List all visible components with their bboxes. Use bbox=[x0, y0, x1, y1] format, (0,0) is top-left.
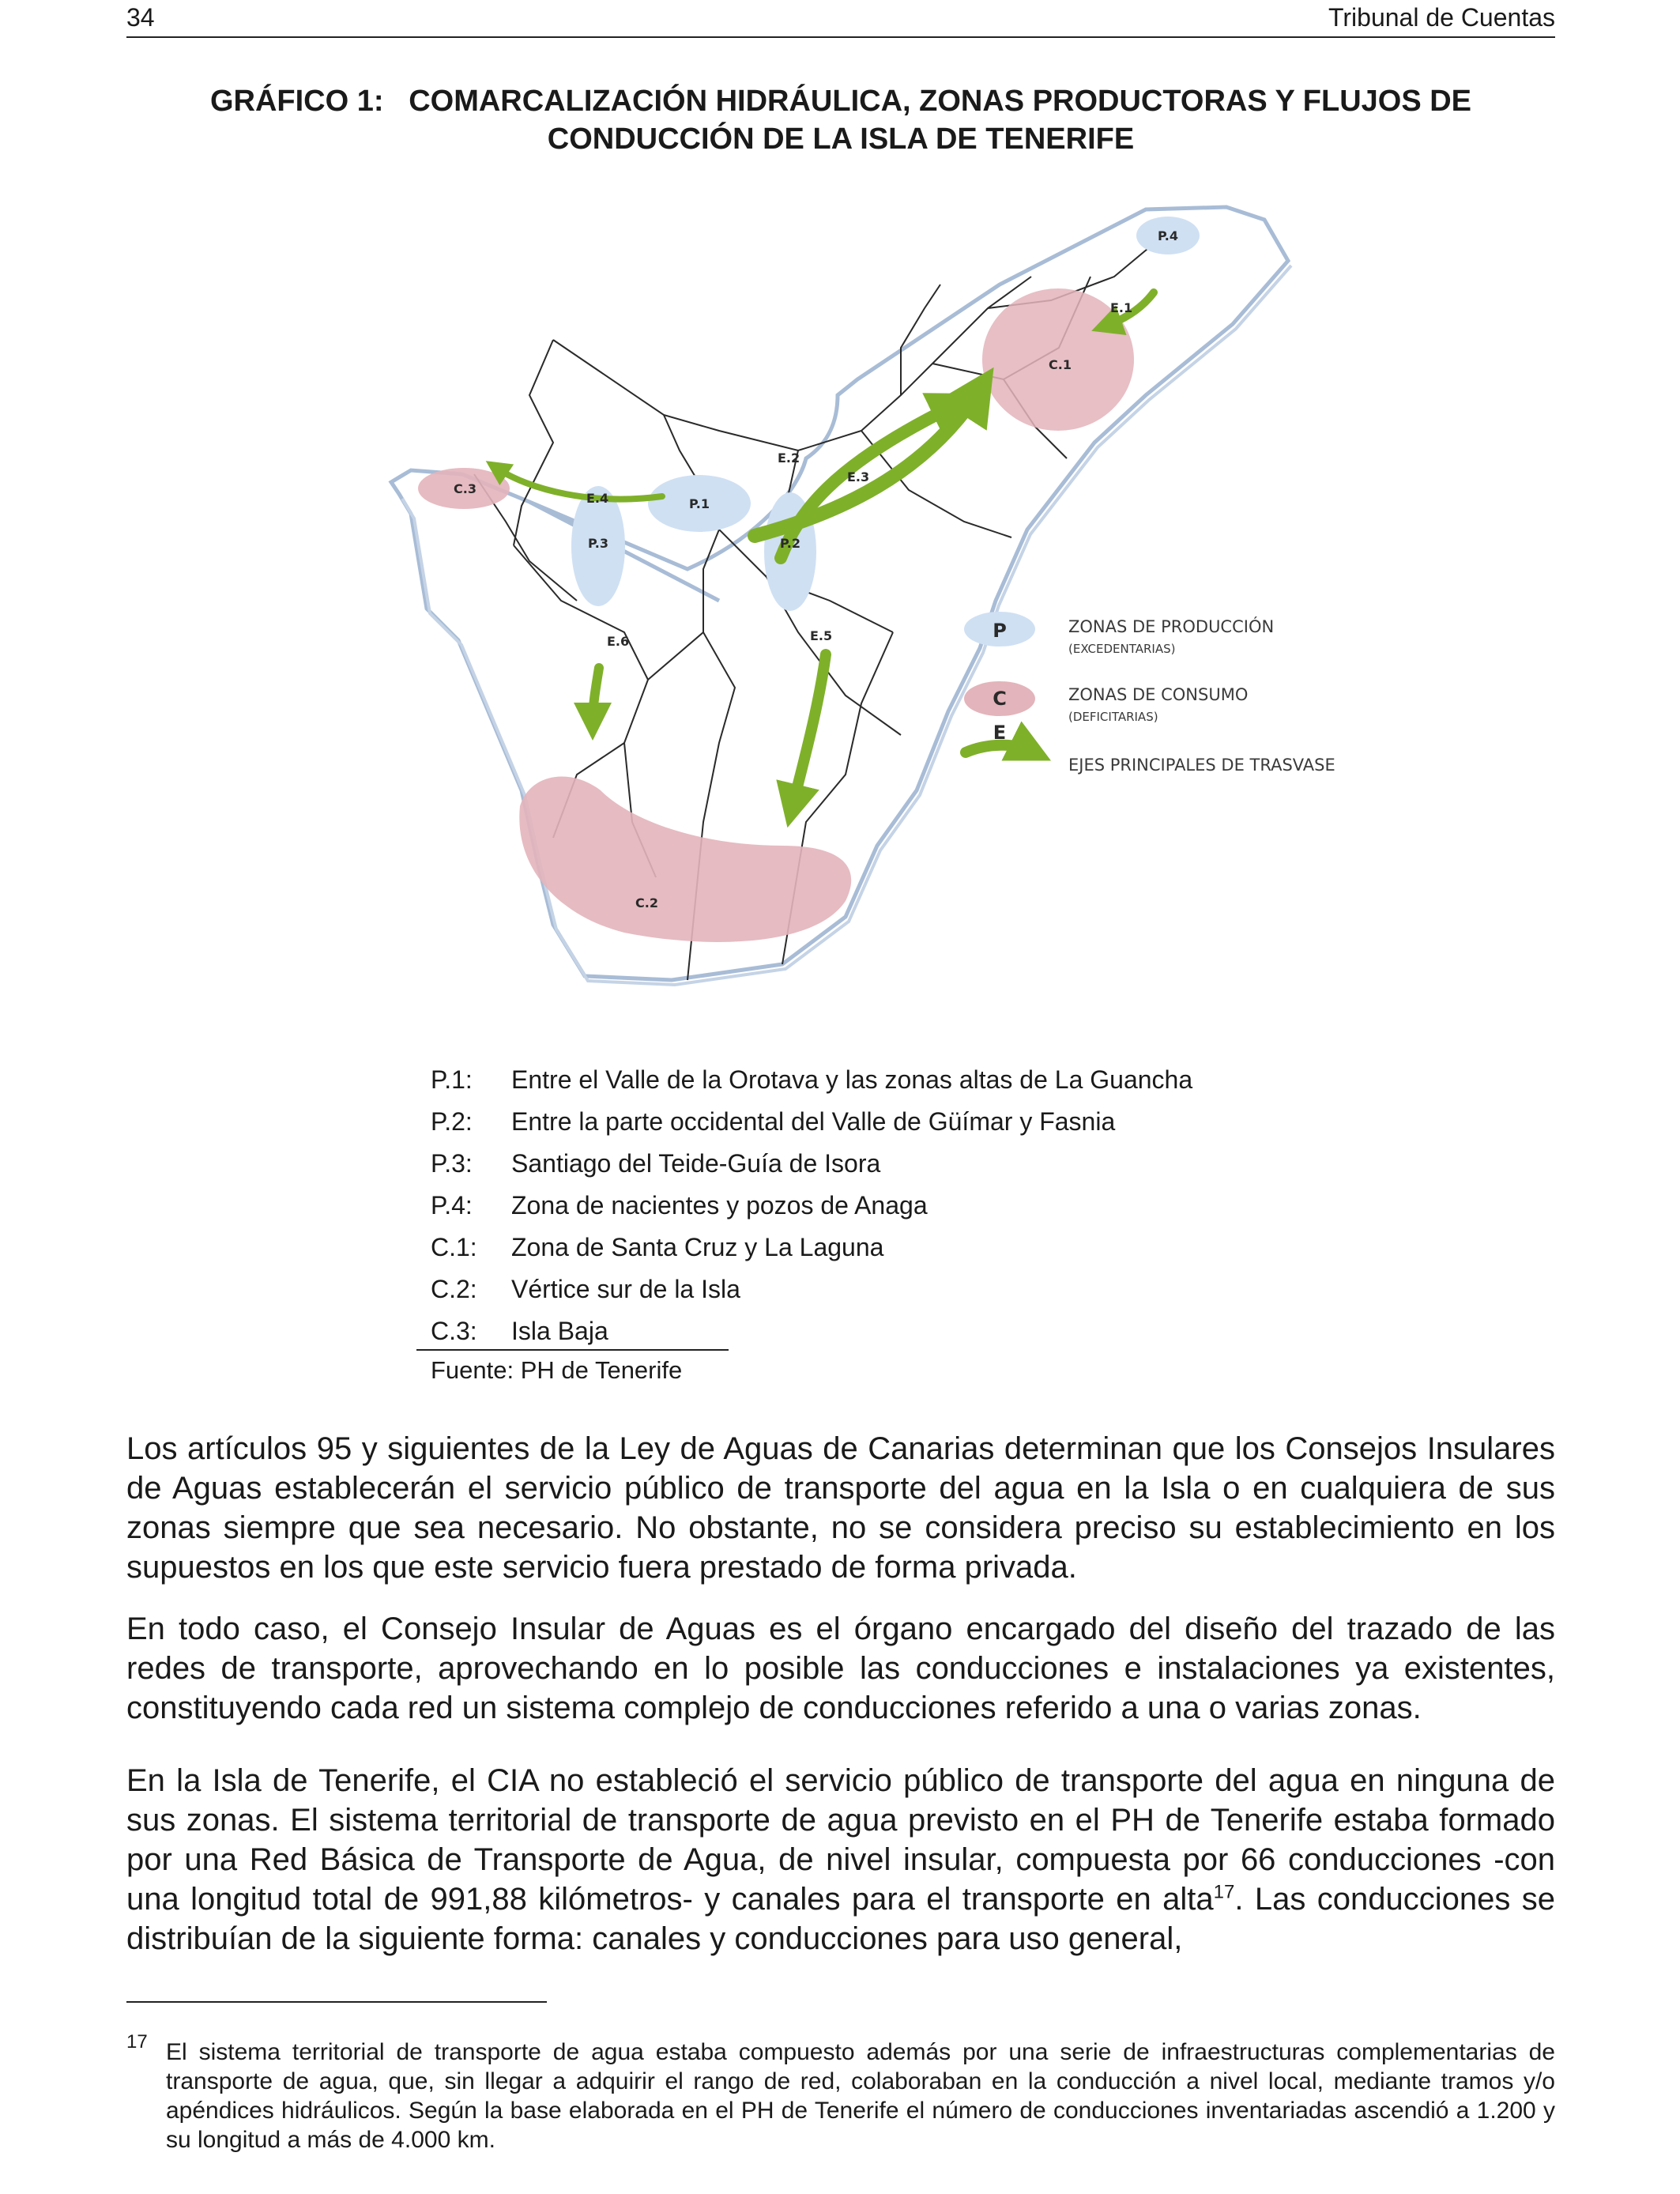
key-axes-title: EJES PRINCIPALES DE TRASVASE bbox=[1068, 756, 1335, 775]
legend-description: Isla Baja bbox=[511, 1317, 608, 1345]
label-p4: P.4 bbox=[1158, 228, 1178, 243]
legend-row bbox=[431, 1059, 1300, 1101]
label-e4: E.4 bbox=[586, 491, 609, 506]
page-number: 34 bbox=[126, 3, 155, 32]
key-consumption-note: (DEFICITARIAS) bbox=[1068, 710, 1158, 724]
legend-description: Entre la parte occidental del Valle de Güímar y Fasnia bbox=[511, 1107, 1116, 1136]
legend-row bbox=[431, 1101, 1300, 1143]
legend-code: P.3: bbox=[431, 1149, 473, 1178]
key-production-note: (EXCEDENTARIAS) bbox=[1068, 642, 1176, 656]
key-production-letter: P bbox=[993, 620, 1007, 642]
legend-code: C.1: bbox=[431, 1233, 477, 1261]
legend-code: P.1: bbox=[431, 1065, 473, 1094]
label-c1: C.1 bbox=[1049, 357, 1072, 372]
legend-description: Zona de Santa Cruz y La Laguna bbox=[511, 1233, 884, 1261]
label-e3: E.3 bbox=[847, 469, 870, 484]
label-p1: P.1 bbox=[689, 496, 710, 511]
key-consumption-letter: C bbox=[993, 688, 1007, 710]
source-divider bbox=[416, 1349, 729, 1351]
footnote-divider bbox=[126, 2001, 547, 2003]
legend-description: Vértice sur de la Isla bbox=[511, 1275, 740, 1303]
key-axes-letter: E bbox=[993, 722, 1007, 744]
tenerife-hydraulic-map bbox=[292, 190, 1391, 1020]
legend-code: C.2: bbox=[431, 1275, 477, 1303]
key-production-title: ZONAS DE PRODUCCIÓN bbox=[1068, 617, 1275, 636]
legend-row bbox=[431, 1185, 1300, 1227]
legend-description: Entre el Valle de la Orotava y las zonas altas de La Guancha bbox=[511, 1065, 1193, 1094]
key-axes-arrow bbox=[966, 745, 1031, 752]
label-c2: C.2 bbox=[635, 895, 658, 910]
legend-row bbox=[431, 1143, 1300, 1185]
paragraph-3-text: En la Isla de Tenerife, el CIA no estableció el servicio público de transporte del agua en ninguna de sus zonas. El sistema territorial de transporte de agua previsto en el PH de Tenerife estaba formado por una Red Básica de Transporte de Agua, de nivel insular, compuesta por 66 conducciones -con una longitud total de 991,88 kilómetros- y canales para el transporte en alta bbox=[126, 1763, 1555, 1917]
label-p2: P.2 bbox=[780, 536, 800, 551]
legend-row bbox=[431, 1227, 1300, 1269]
footnote-text: El sistema territorial de transporte de agua estaba compuesto además por una serie de infraestructuras complementarias de transporte de agua, que, sin llegar a adquirir el rango de red, colaboraban en la conducción a nivel local, mediante tramos y/o apéndices hidráulicos. Según la base elaborada en el PH de Tenerife el número de conducciones inventariadas ascendió a 1.200 y su longitud a más de 4.000 km. bbox=[166, 2039, 1555, 2153]
figure-title bbox=[126, 82, 1555, 158]
figure-title-line-2: CONDUCCIÓN DE LA ISLA DE TENERIFE bbox=[547, 123, 1135, 156]
paragraph-3-continuation: . Las conducciones se distribuían de la siguiente forma: canales y conducciones para uso general, bbox=[126, 1882, 1555, 1956]
body-paragraph-2: En todo caso, el Consejo Insular de Aguas es el órgano encargado del diseño del trazado de las redes de transporte, aprovechando en lo posible las conducciones e instalaciones ya existentes, constituyendo cada red un sistema complejo de conducciones referido a una o varias zonas. bbox=[126, 1612, 1555, 1725]
legend-code: P.2: bbox=[431, 1107, 473, 1136]
running-head: Tribunal de Cuentas bbox=[1328, 3, 1555, 32]
label-e1: E.1 bbox=[1110, 300, 1133, 315]
legend-row bbox=[431, 1269, 1300, 1310]
footnote-number: 17 bbox=[126, 2031, 148, 2053]
page-header bbox=[126, 0, 1555, 38]
footnote-reference[interactable]: 17 bbox=[1213, 1881, 1235, 1903]
body-paragraph-1: Los artículos 95 y siguientes de la Ley de Aguas de Canarias determinan que los Consejos Insulares de Aguas establecerán el servicio público de transporte del agua en la Isla o en cualquiera de sus zonas siempre que sea necesario. No obstante, no se considera preciso su establecimiento en los supuestos en los que este servicio fuera prestado de forma privada. bbox=[126, 1431, 1555, 1585]
legend-row bbox=[431, 1310, 1300, 1352]
label-c3: C.3 bbox=[454, 481, 477, 496]
body-paragraph-3 bbox=[126, 1761, 1555, 1958]
zone-legend bbox=[431, 1059, 1300, 1352]
key-consumption-title: ZONAS DE CONSUMO bbox=[1068, 685, 1249, 704]
figure-title-line-1: GRÁFICO 1: COMARCALIZACIÓN HIDRÁULICA, ZONAS PRODUCTORAS Y FLUJOS DE bbox=[209, 85, 1472, 118]
label-e5: E.5 bbox=[810, 628, 833, 643]
label-e6: E.6 bbox=[607, 634, 630, 649]
legend-code: C.3: bbox=[431, 1317, 477, 1345]
label-e2: E.2 bbox=[778, 450, 800, 466]
legend-description: Santiago del Teide-Guía de Isora bbox=[511, 1149, 881, 1178]
label-p3: P.3 bbox=[588, 536, 608, 551]
figure-source: Fuente: PH de Tenerife bbox=[431, 1356, 683, 1384]
legend-code: P.4: bbox=[431, 1191, 473, 1220]
legend-description: Zona de nacientes y pozos de Anaga bbox=[511, 1191, 928, 1220]
axis-e4 bbox=[496, 468, 662, 499]
map-key bbox=[964, 612, 1335, 775]
